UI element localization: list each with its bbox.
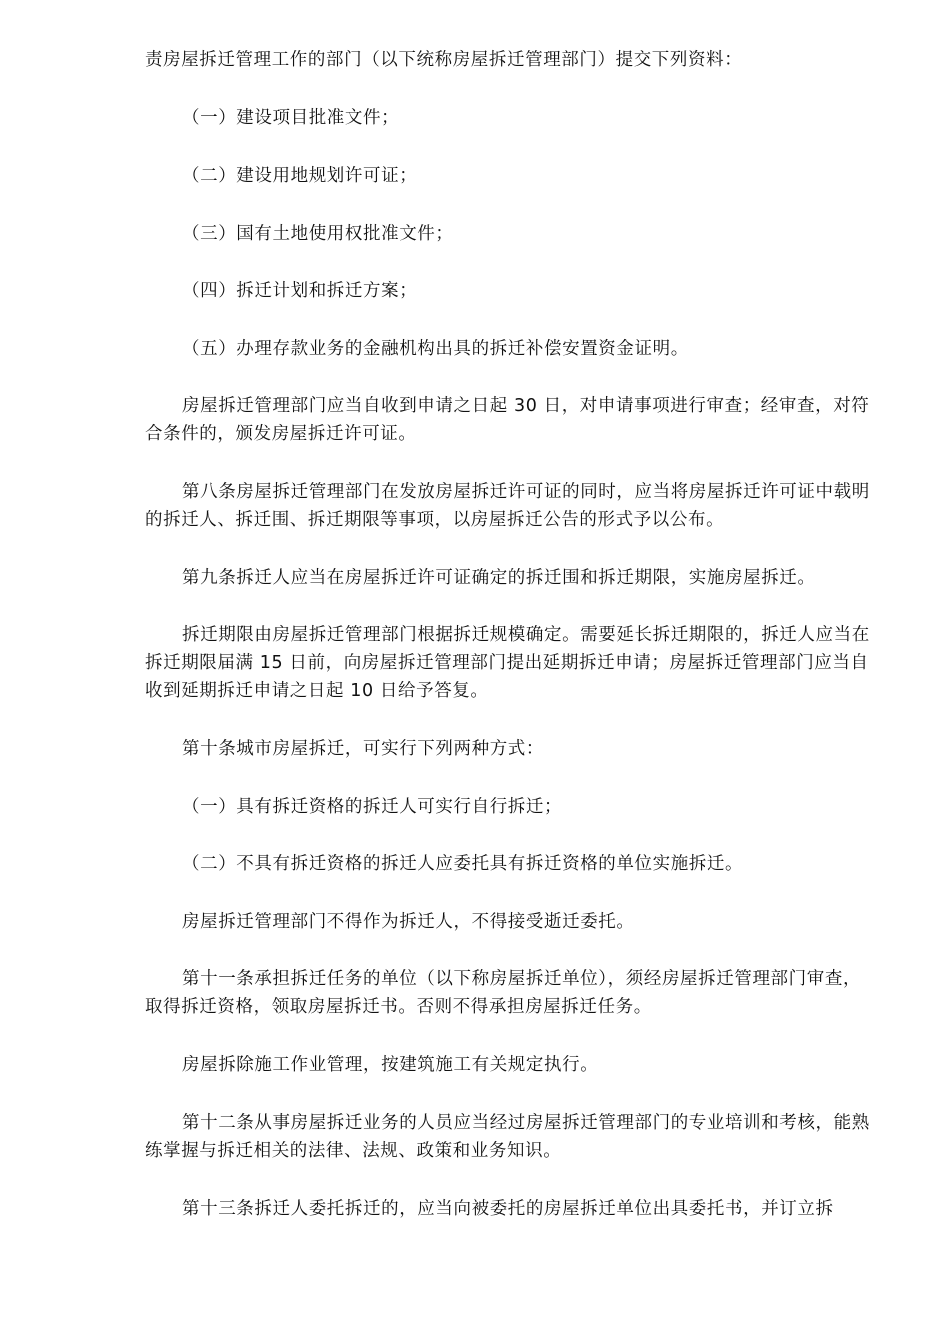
paragraph-article-11: 第十一条承担拆迁任务的单位（以下称房屋拆迁单位），须经房屋拆迁管理部门审查，取得拆迁资格，领取房屋拆迁书。否则不得承担房屋拆迁任务。	[145, 969, 862, 1017]
paragraph-review: 房屋拆迁管理部门应当自收到申请之日起 30 日，对申请事项进行审查；经审查，对符合条件的，颁发房屋拆迁许可证。	[145, 396, 870, 444]
list-item-self-demolition: （一）具有拆迁资格的拆迁人可实行自行拆迁；	[182, 797, 563, 817]
list-item-3: （三）国有土地使用权批准文件；	[182, 224, 454, 244]
list-item-2: （二）建设用地规划许可证；	[182, 166, 418, 186]
paragraph-continuation: 责房屋拆迁管理工作的部门（以下统称房屋拆迁管理部门）提交下列资料：	[145, 50, 743, 70]
list-item-4: （四）拆迁计划和拆迁方案；	[182, 281, 418, 301]
paragraph-article-10: 第十条城市房屋拆迁，可实行下列两种方式：	[182, 739, 544, 759]
paragraph-prohibition: 房屋拆迁管理部门不得作为拆迁人，不得接受逝迁委托。	[182, 912, 635, 932]
paragraph-deadline: 拆迁期限由房屋拆迁管理部门根据拆迁规模确定。需要延长拆迁期限的，拆迁人应当在拆迁期限届满 15 日前，向房屋拆迁管理部门提出延期拆迁申请；房屋拆迁管理部门应当自收到延期拆迁申请之日起 10 日给予答复。	[145, 625, 870, 701]
paragraph-article-8: 第八条房屋拆迁管理部门在发放房屋拆迁许可证的同时，应当将房屋拆迁许可证中载明的拆迁人、拆迁围、拆迁期限等事项，以房屋拆迁公告的形式予以公布。	[145, 482, 870, 530]
list-item-entrusted-demolition: （二）不具有拆迁资格的拆迁人应委托具有拆迁资格的单位实施拆迁。	[182, 854, 744, 874]
paragraph-article-12: 第十二条从事房屋拆迁业务的人员应当经过房屋拆迁管理部门的专业培训和考核，能熟练掌握与拆迁相关的法律、法规、政策和业务知识。	[145, 1113, 870, 1161]
paragraph-article-9: 第九条拆迁人应当在房屋拆迁许可证确定的拆迁围和拆迁期限，实施房屋拆迁。	[182, 568, 816, 588]
list-item-1: （一）建设项目批准文件；	[182, 108, 400, 128]
list-item-5: （五）办理存款业务的金融机构出具的拆迁补偿安置资金证明。	[182, 339, 689, 359]
paragraph-construction: 房屋拆除施工作业管理，按建筑施工有关规定执行。	[182, 1055, 599, 1075]
paragraph-article-13: 第十三条拆迁人委托拆迁的，应当向被委托的房屋拆迁单位出具委托书，并订立拆	[182, 1199, 834, 1219]
